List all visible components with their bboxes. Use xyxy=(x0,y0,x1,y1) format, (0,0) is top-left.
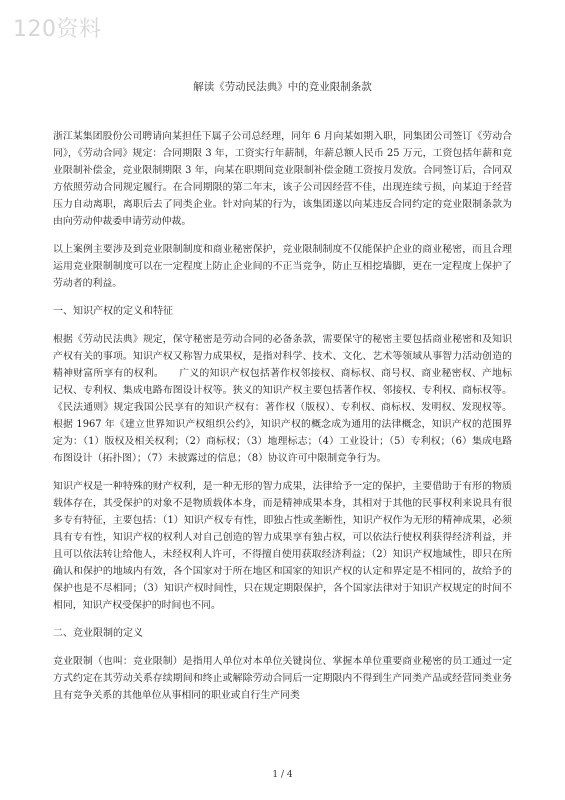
paragraph-ip-definition: 根据《劳动民法典》规定，保守秘密是劳动合同的必备条款，需要保守的秘密主要包括商业秘密和及知识产权有关的事项。知识产权又称智力成果权，是指对科学、技术、文化、艺术等领域从事智力活动创造的精神财富所享有的权利。 广义的知识产权包括著作权邻接权、商标权、商号权、商业秘密权、产地标记权、专利权、集成电路布图设计权等。狭义的知识产权主要包括著作权、邻接权、专利权、商标权等。《民法通则》规定我国公民享有的知识产权有：著作权（版权）、专利权、商标权、发明权、发现权等。根据 1967 年《建立世界知识产权组织公约》，知识产权的概念成为通用的法律概念，知识产权的范围界定为：（1）版权及相关权利；（2）商标权；（3）地理标志；（4）工业设计；（5）专利权；（6）集成电路布图设计（拓扑图）；（7）未披露过的信息；（8）协议许可中限制竞争行为。 xyxy=(53,334,512,464)
page-title: 解读《劳动民法典》中的竞业限制条款 xyxy=(193,81,372,93)
paragraph-noncompete-definition: 竞业限制（也叫：竞业限制）是指用人单位对本单位关键岗位、掌握本单位重要商业秘密的员工通过一定方式约定在其劳动关系存续期间和终止或解除劳动合同后一定期限内不得到生产同类产品或经营同类业务且有竞争关系的其他单位从事相同的职业或自行生产同类 xyxy=(53,656,512,701)
document-body xyxy=(53,128,512,715)
watermark-logo: 120资料 xyxy=(13,17,102,42)
paragraph-summary: 以上案例主要涉及到竞业限制制度和商业秘密保护，竞业限制制度不仅能保护企业的商业秘密，而且合理运用竞业限制制度可以在一定程度上防止企业间的不正当竞争，防止互相挖墙脚，更在一定程度上保护了劳动者的利益。 xyxy=(53,244,512,289)
section-heading-2: 二、竞业限制的定义 xyxy=(53,628,143,639)
section-heading-1: 一、知识产权的定义和特征 xyxy=(53,306,173,317)
paragraph-ip-features: 知识产权是一种特殊的财产权利，是一种无形的智力成果，法律给予一定的保护，主要借助于有形的物质载体存在，其受保护的对象不是物质载体本身，而是精神成果本身，其相对于其他的民事权利来说具有很多专有特征，主要包括：（1）知识产权专有性，即独占性或垄断性，知识产权作为无形的精神成果，必须具有专有性，知识产权的权利人对自己创造的智力成果享有独占权，可以依法行使权利获得经济利益，并且可以依法转让给他人，未经权利人许可，不得擅自使用获取经济利益；（2）知识产权地域性，即只在所确认和保护的地域内有效，各个国家对于所在地区和国家的知识产权的认定和界定是不相同的，故给予的保护也是不尽相同；（3）知识产权时间性，只在规定期限保护，各个国家法律对于知识产权规定的时间不相同，知识产权受保护的时间也不同。 xyxy=(53,481,512,611)
paragraph-case: 浙江某集团股份公司聘请向某担任下属子公司总经理，同年 6 月向某如期入职，同集团公司签订《劳动合同》，《劳动合同》规定：合同期限 3 年，工资实行年薪制，年薪总额人民币 25 万元，工资包括年薪和竞业限制补偿金，竞业限制期限 3 年，向某在职期间竞业限制补偿金随工资按月发放。合同签订后，合同双方依照劳动合同规定履行。在合同期限的第二年末，该子公司因经营不佳，出现连续亏损，向某迫于经营压力自动离职，离职后去了同类企业。针对向某的行为，该集团遂以向某违反合同约定的竞业限制条款为由向劳动仲裁委申请劳动仲裁。 xyxy=(53,131,512,227)
page-number: 1 / 4 xyxy=(272,770,293,780)
